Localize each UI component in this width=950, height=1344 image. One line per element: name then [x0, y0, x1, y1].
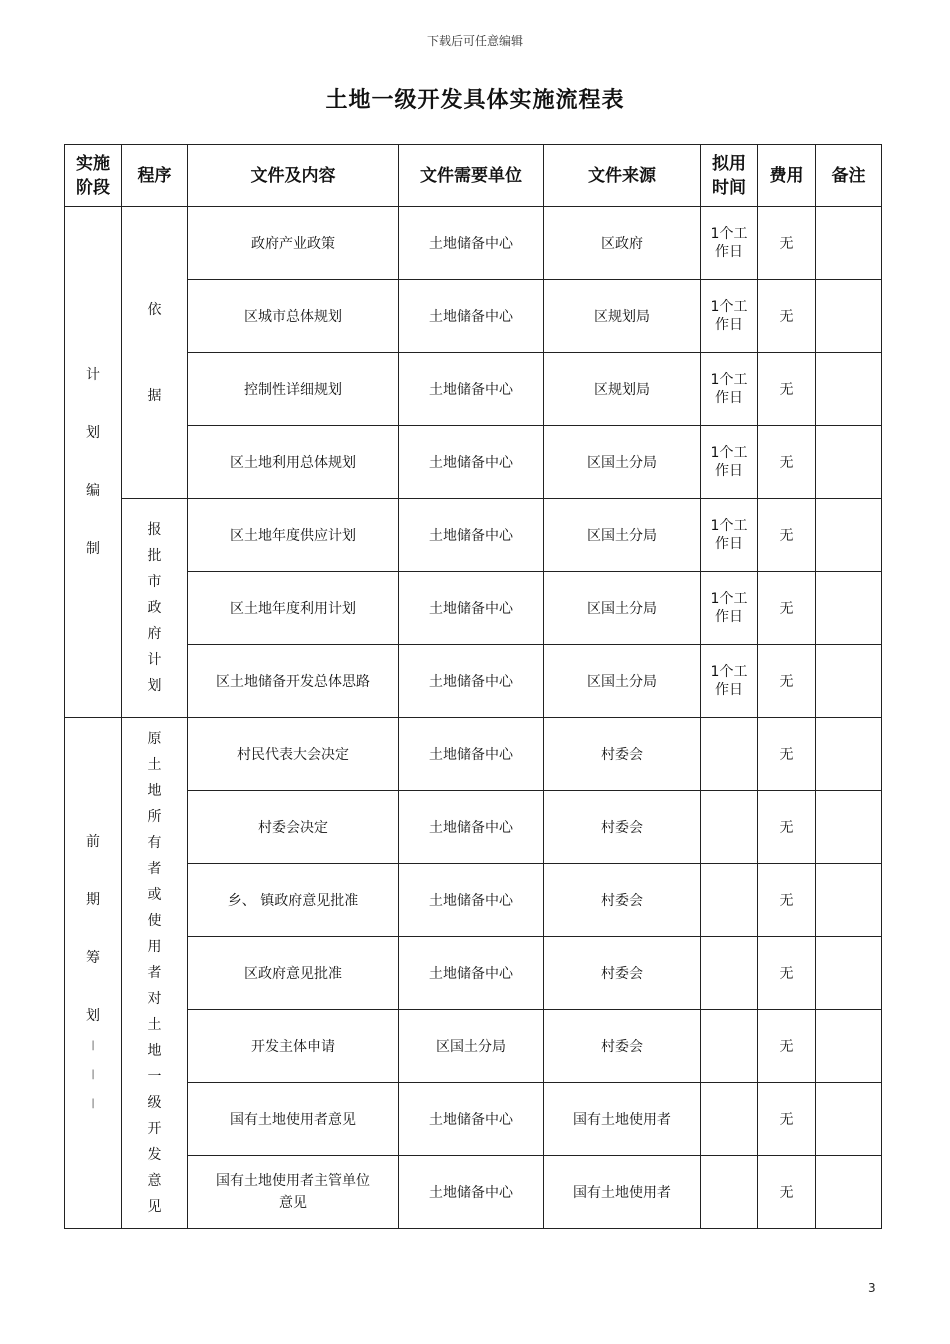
col-header-source: 文件来源 [544, 145, 701, 207]
source-cell: 村委会 [544, 937, 701, 1010]
fee-cell: 无 [758, 1083, 816, 1156]
time-cell [701, 864, 758, 937]
procedure-cell-basis: 依据 [122, 207, 188, 499]
source-cell: 区政府 [544, 207, 701, 280]
table-row [65, 791, 882, 864]
unit-cell: 区国土分局 [399, 1010, 544, 1083]
time-cell: 1个工作日 [701, 572, 758, 645]
source-cell: 区国土分局 [544, 572, 701, 645]
table-row [65, 864, 882, 937]
fee-cell: 无 [758, 937, 816, 1010]
note-cell [816, 426, 882, 499]
table-row [65, 937, 882, 1010]
table-row [65, 499, 882, 572]
note-cell [816, 1010, 882, 1083]
table-row [65, 1083, 882, 1156]
procedure-cell-owner: 原土地所有者或使用者对土地一级开发意见 [122, 718, 188, 1229]
source-cell: 区国土分局 [544, 499, 701, 572]
note-cell [816, 645, 882, 718]
col-header-fee: 费用 [758, 145, 816, 207]
fee-cell: 无 [758, 426, 816, 499]
note-cell [816, 791, 882, 864]
time-cell: 1个工作日 [701, 207, 758, 280]
table-row [65, 572, 882, 645]
unit-cell: 土地储备中心 [399, 499, 544, 572]
unit-cell: 土地储备中心 [399, 937, 544, 1010]
content-cell: 区土地年度供应计划 [188, 499, 399, 572]
note-cell [816, 499, 882, 572]
fee-cell: 无 [758, 1156, 816, 1229]
fee-cell: 无 [758, 791, 816, 864]
unit-cell: 土地储备中心 [399, 426, 544, 499]
source-cell: 区规划局 [544, 353, 701, 426]
fee-cell: 无 [758, 207, 816, 280]
fee-cell: 无 [758, 572, 816, 645]
time-cell [701, 1010, 758, 1083]
table-row [65, 1010, 882, 1083]
table-header-row [65, 145, 882, 207]
content-cell: 区城市总体规划 [188, 280, 399, 353]
table-row [65, 718, 882, 791]
source-cell: 国有土地使用者 [544, 1156, 701, 1229]
fee-cell: 无 [758, 499, 816, 572]
unit-cell: 土地储备中心 [399, 718, 544, 791]
unit-cell: 土地储备中心 [399, 1083, 544, 1156]
col-header-time: 拟用时间 [701, 145, 758, 207]
col-header-note: 备注 [816, 145, 882, 207]
col-header-stage: 实施阶段 [65, 145, 122, 207]
content-cell: 开发主体申请 [188, 1010, 399, 1083]
unit-cell: 土地储备中心 [399, 353, 544, 426]
time-cell: 1个工作日 [701, 353, 758, 426]
source-cell: 村委会 [544, 718, 701, 791]
note-cell [816, 1156, 882, 1229]
fee-cell: 无 [758, 864, 816, 937]
table-row [65, 207, 882, 280]
flow-table [64, 144, 882, 1229]
fee-cell: 无 [758, 1010, 816, 1083]
table-row [65, 280, 882, 353]
source-cell: 国有土地使用者 [544, 1083, 701, 1156]
table-row [65, 353, 882, 426]
time-cell: 1个工作日 [701, 426, 758, 499]
note-cell [816, 1083, 882, 1156]
content-cell: 国有土地使用者意见 [188, 1083, 399, 1156]
table-row [65, 1156, 882, 1229]
note-cell [816, 207, 882, 280]
content-cell: 区土地储备开发总体思路 [188, 645, 399, 718]
content-cell: 区土地利用总体规划 [188, 426, 399, 499]
time-cell: 1个工作日 [701, 499, 758, 572]
content-cell: 乡、 镇政府意见批准 [188, 864, 399, 937]
content-cell: 村民代表大会决定 [188, 718, 399, 791]
unit-cell: 土地储备中心 [399, 572, 544, 645]
time-cell [701, 718, 758, 791]
procedure-cell-report: 报批市政府计划 [122, 499, 188, 718]
note-cell [816, 937, 882, 1010]
table-row [65, 645, 882, 718]
note-cell [816, 353, 882, 426]
note-cell [816, 718, 882, 791]
tick-marks: | | | [91, 1040, 95, 1109]
content-cell: 控制性详细规划 [188, 353, 399, 426]
unit-cell: 土地储备中心 [399, 791, 544, 864]
time-cell [701, 937, 758, 1010]
content-cell: 村委会决定 [188, 791, 399, 864]
source-cell: 区规划局 [544, 280, 701, 353]
fee-cell: 无 [758, 645, 816, 718]
unit-cell: 土地储备中心 [399, 864, 544, 937]
col-header-content: 文件及内容 [188, 145, 399, 207]
source-cell: 村委会 [544, 791, 701, 864]
col-header-procedure: 程序 [122, 145, 188, 207]
stage-cell-planning: 计 划 编 制 [65, 207, 122, 718]
page-header-note: 下载后可任意编辑 [426, 34, 523, 48]
fee-cell: 无 [758, 718, 816, 791]
source-cell: 村委会 [544, 1010, 701, 1083]
stage-cell-prep: 前 期 筹 划 | | | [65, 718, 122, 1229]
content-cell: 区土地年度利用计划 [188, 572, 399, 645]
source-cell: 区国土分局 [544, 426, 701, 499]
time-cell: 1个工作日 [701, 280, 758, 353]
source-cell: 村委会 [544, 864, 701, 937]
time-cell [701, 791, 758, 864]
time-cell: 1个工作日 [701, 645, 758, 718]
note-cell [816, 280, 882, 353]
fee-cell: 无 [758, 280, 816, 353]
time-cell [701, 1083, 758, 1156]
time-cell [701, 1156, 758, 1229]
table-row [65, 426, 882, 499]
content-cell: 区政府意见批准 [188, 937, 399, 1010]
content-cell: 政府产业政策 [188, 207, 399, 280]
unit-cell: 土地储备中心 [399, 207, 544, 280]
unit-cell: 土地储备中心 [399, 280, 544, 353]
note-cell [816, 864, 882, 937]
note-cell [816, 572, 882, 645]
document-title: 土地一级开发具体实施流程表 [325, 88, 625, 113]
source-cell: 区国土分局 [544, 645, 701, 718]
page-number: 3 [868, 1281, 876, 1295]
unit-cell: 土地储备中心 [399, 645, 544, 718]
col-header-unit: 文件需要单位 [399, 145, 544, 207]
unit-cell: 土地储备中心 [399, 1156, 544, 1229]
content-cell: 国有土地使用者主管单位意见 [188, 1156, 399, 1229]
fee-cell: 无 [758, 353, 816, 426]
